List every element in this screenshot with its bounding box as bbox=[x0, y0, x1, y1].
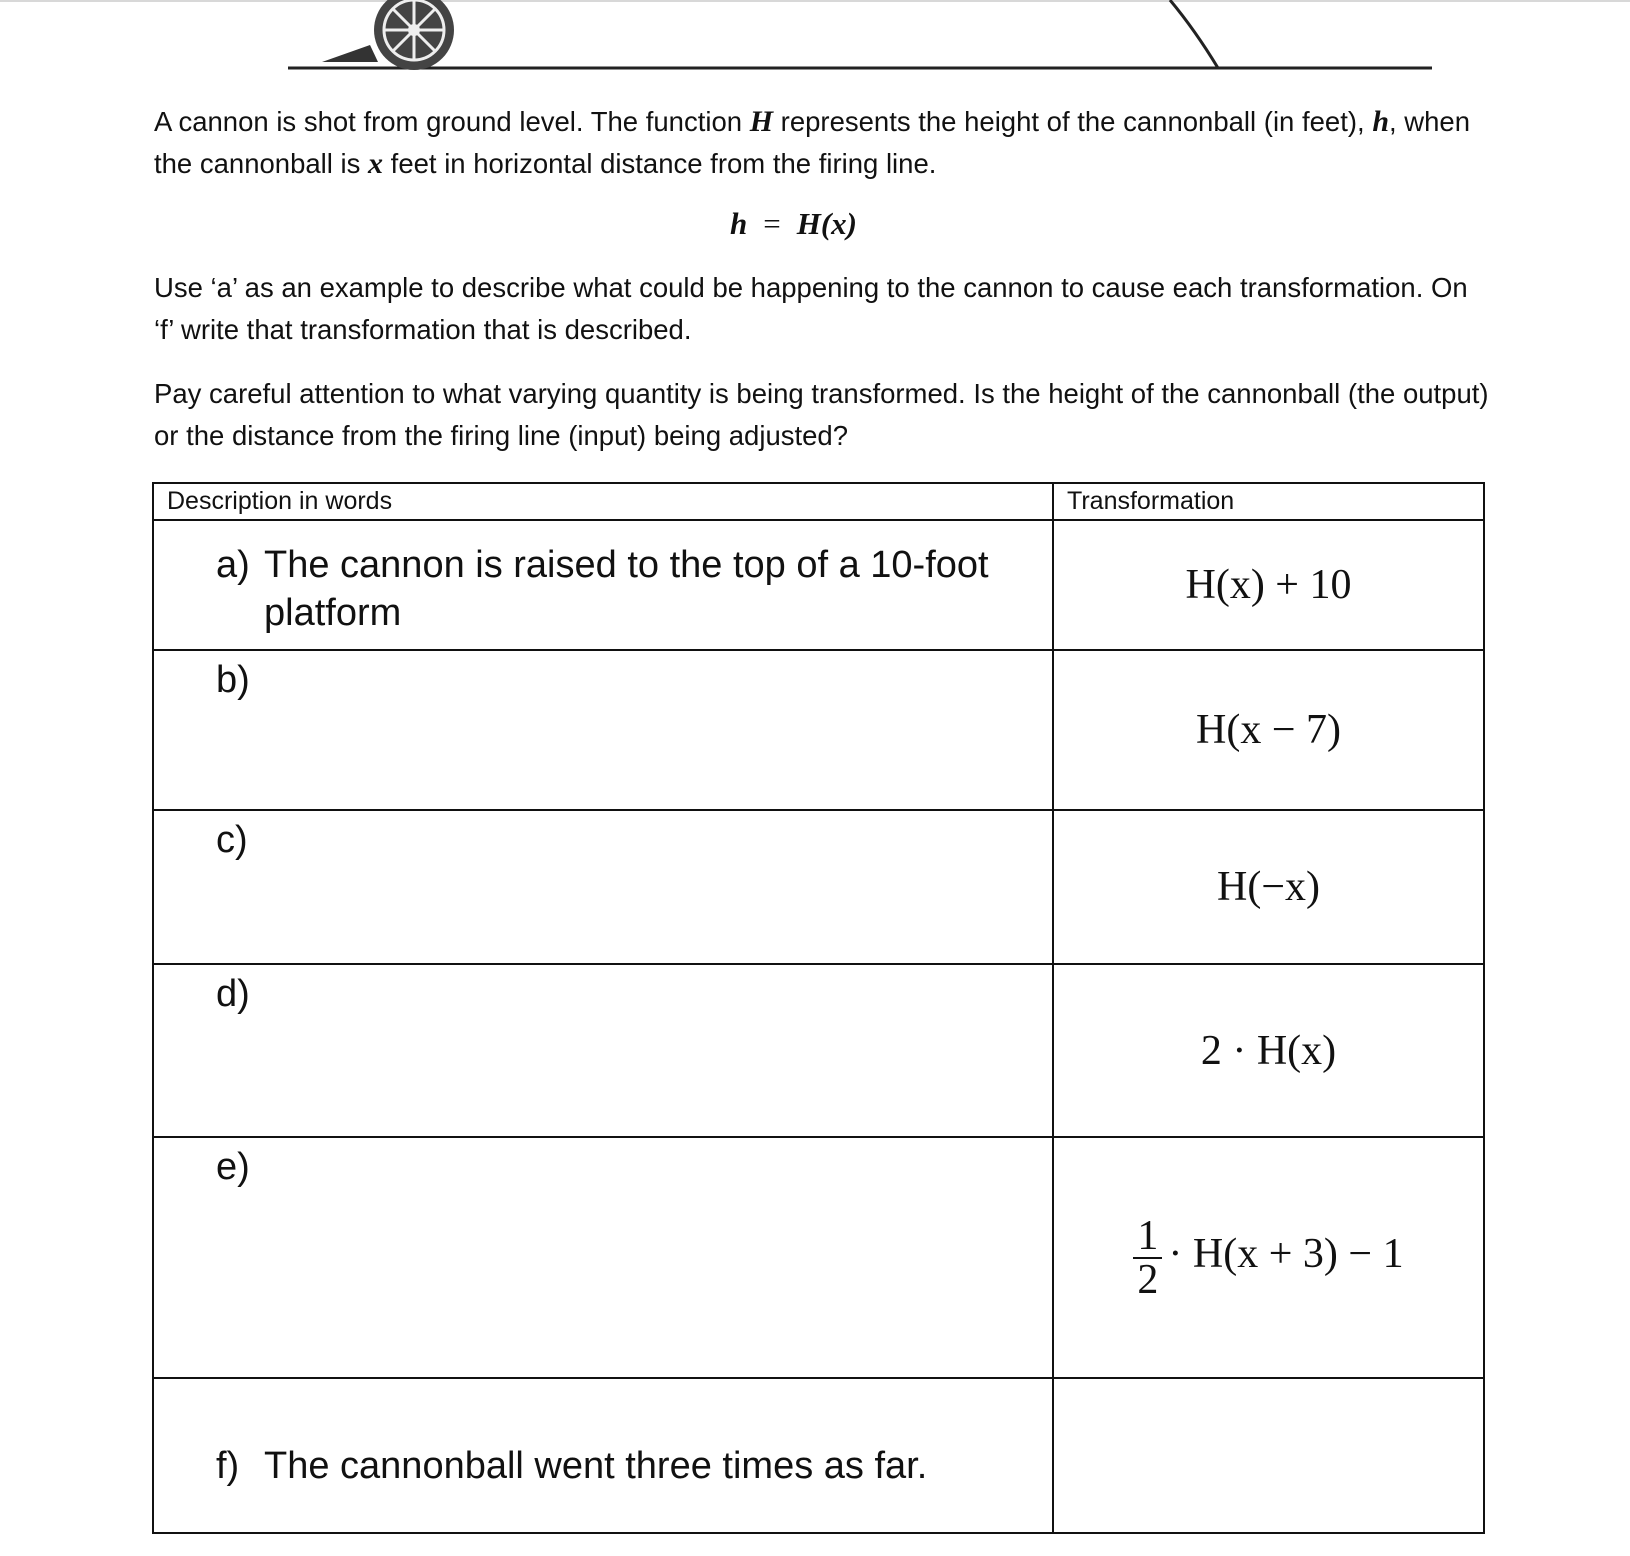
row-d-transformation bbox=[1053, 964, 1484, 1137]
row-b-transformation bbox=[1053, 650, 1484, 810]
var-H: H bbox=[749, 105, 774, 138]
table-row bbox=[153, 964, 1484, 1137]
row-f-description bbox=[153, 1378, 1053, 1533]
function-equation: h = H(x) bbox=[730, 206, 857, 241]
row-a-description bbox=[153, 520, 1053, 650]
attention-paragraph: Pay careful attention to what varying quantity is being transformed. Is the height of the cannonball (the output) or the distance from the firing line (input) being adjusted? bbox=[154, 378, 1489, 451]
row-description-text[interactable] bbox=[264, 656, 1052, 704]
row-b-description bbox=[153, 650, 1053, 810]
table-row bbox=[153, 1137, 1484, 1378]
transformation-expression: · H(x + 3) − 1 bbox=[1168, 1231, 1404, 1278]
header-description: Description in words bbox=[153, 483, 1053, 520]
row-letter: c) bbox=[216, 819, 248, 861]
table-row bbox=[153, 810, 1484, 964]
row-letter: e) bbox=[216, 1146, 250, 1188]
row-description-text[interactable] bbox=[264, 1143, 1052, 1191]
row-f-transformation[interactable] bbox=[1053, 1378, 1484, 1533]
transformation-expression: H(−x) bbox=[1217, 864, 1320, 910]
row-d-description bbox=[153, 964, 1053, 1137]
row-letter: a) bbox=[216, 544, 250, 586]
table-row bbox=[153, 520, 1484, 650]
var-h: h bbox=[1372, 105, 1389, 138]
transformation-expression: H(x − 7) bbox=[1196, 707, 1341, 753]
row-e-transformation bbox=[1053, 1137, 1484, 1378]
trajectory-curve bbox=[1170, 0, 1218, 68]
row-description-text: The cannonball went three times as far. bbox=[264, 1444, 928, 1487]
transformation-table bbox=[152, 482, 1485, 1534]
var-x: x bbox=[368, 147, 384, 180]
transformation-expression: H(x) + 10 bbox=[1185, 562, 1352, 608]
row-letter: b) bbox=[216, 659, 250, 701]
row-letter: f) bbox=[216, 1444, 240, 1487]
cannon-carriage bbox=[322, 45, 378, 62]
row-e-description bbox=[153, 1137, 1053, 1378]
instructions-paragraph: Use ‘a’ as an example to describe what could be happening to the cannon to cause each transformation. On ‘f’ write that transformation that is described. bbox=[154, 272, 1468, 345]
row-letter: d) bbox=[216, 973, 250, 1015]
header-transformation: Transformation bbox=[1053, 483, 1484, 520]
table-header-row bbox=[153, 483, 1484, 520]
transformation-expression: 2 · H(x) bbox=[1200, 1027, 1337, 1074]
table-row bbox=[153, 1378, 1484, 1533]
intro-paragraph: A cannon is shot from ground level. The function H represents the height of the cannonball (in feet), h, when the cannonball is x feet in horizontal distance from the firing line. bbox=[154, 105, 1471, 180]
cannon-illustration bbox=[0, 0, 1630, 90]
table-row bbox=[153, 650, 1484, 810]
row-a-transformation bbox=[1053, 520, 1484, 650]
row-description-text[interactable] bbox=[264, 816, 1052, 864]
row-c-transformation bbox=[1053, 810, 1484, 964]
fraction-one-half: $\frac{1}{2}$ bbox=[1133, 1215, 1162, 1301]
row-description-text: The cannon is raised to the top of a 10-foot platform bbox=[264, 544, 989, 634]
row-c-description bbox=[153, 810, 1053, 964]
row-description-text[interactable] bbox=[264, 970, 1052, 1018]
